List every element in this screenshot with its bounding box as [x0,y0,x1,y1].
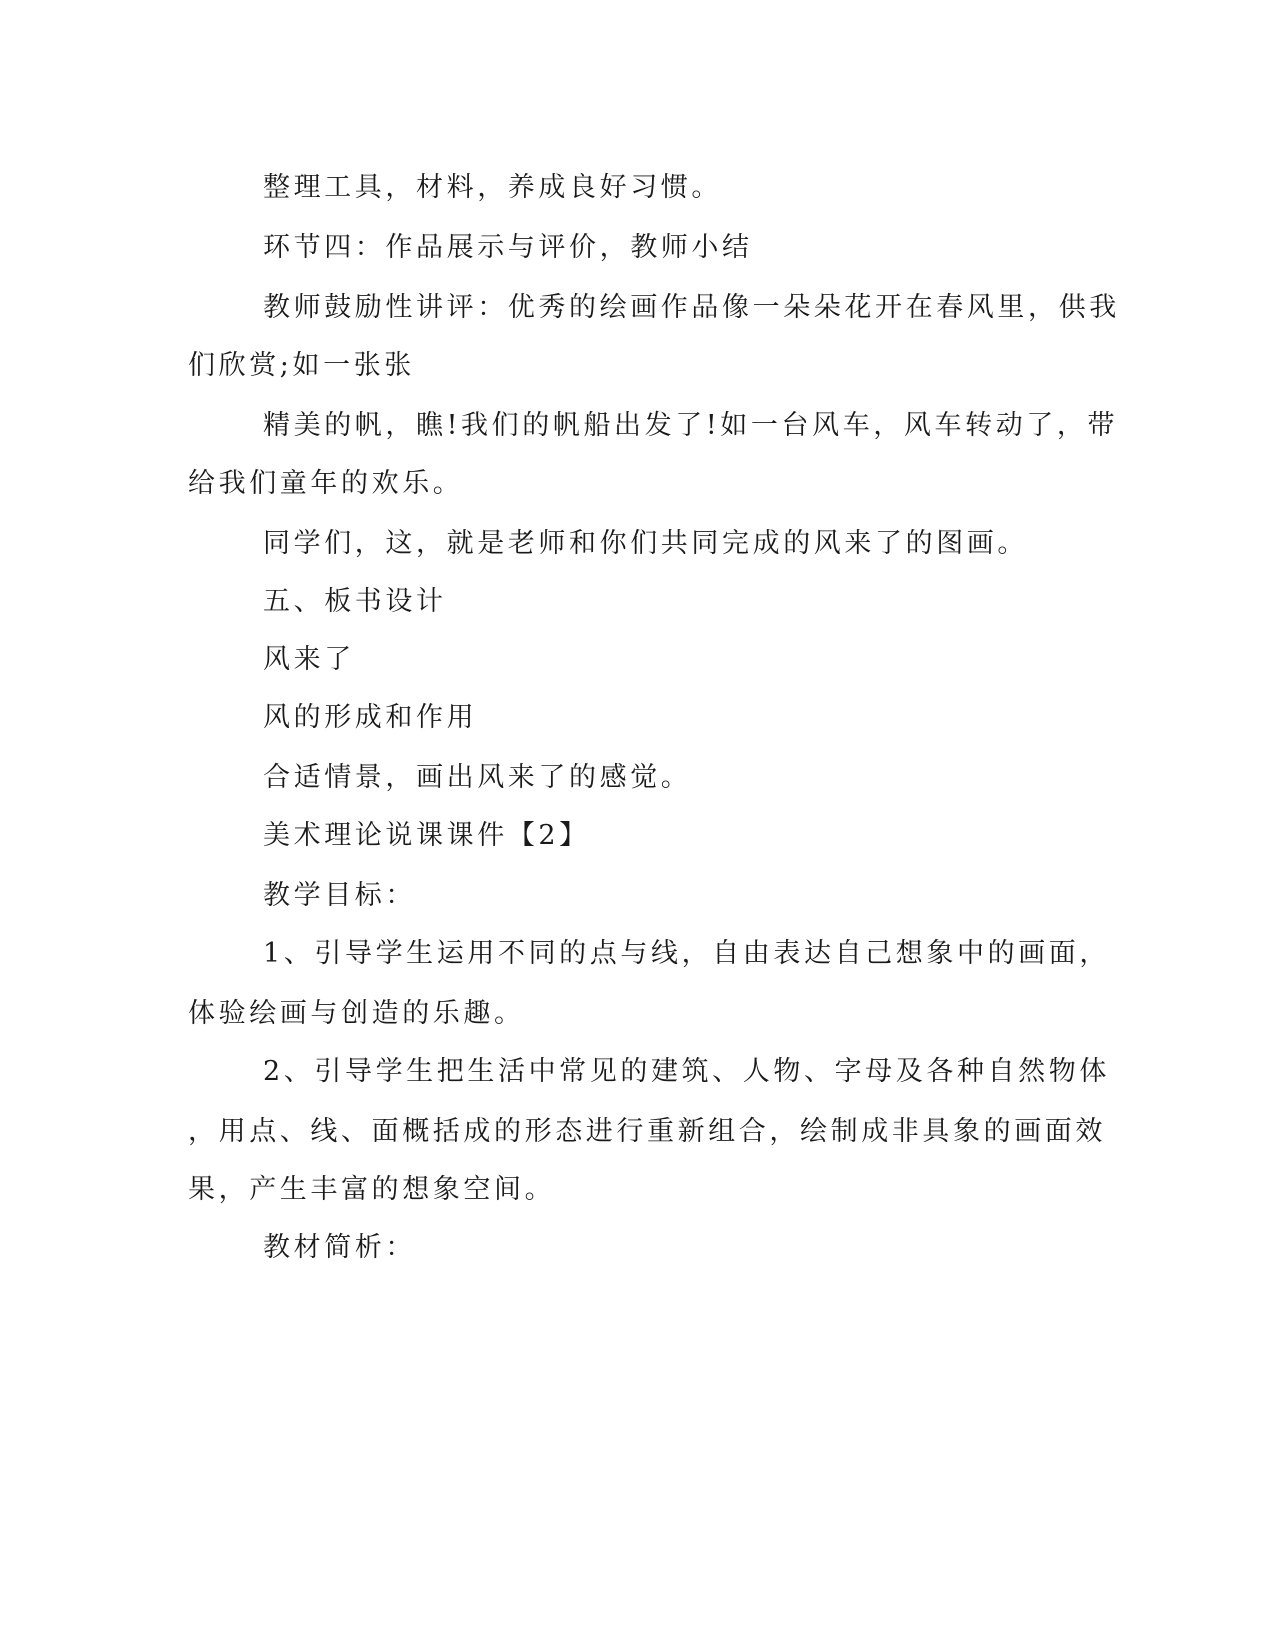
paragraph-line: 合适情景，画出风来了的感觉。 [263,762,692,793]
paragraph-line: 整理工具，材料，养成良好习惯。 [263,172,722,203]
paragraph-line: 风的形成和作用 [263,702,478,733]
paragraph-line: 同学们，这，就是老师和你们共同完成的风来了的图画。 [263,528,1028,559]
paragraph-line: 们欣赏;如一张张 [188,350,415,381]
paragraph-line: 果，产生丰富的想象空间。 [188,1174,556,1205]
paragraph-line: 体验绘画与创造的乐趣。 [188,998,525,1029]
section-heading: 五、板书设计 [263,586,447,617]
paragraph-line: 1、引导学生运用不同的点与线，自由表达自己想象中的画面， [263,938,1110,969]
section-heading: 环节四：作品展示与评价，教师小结 [263,232,753,263]
paragraph-line: 风来了 [263,644,355,675]
section-heading: 美术理论说课课件【2】 [263,820,590,851]
paragraph-line: 给我们童年的欢乐。 [188,468,464,499]
paragraph-line: 2、引导学生把生活中常见的建筑、人物、字母及各种自然物体 [263,1056,1110,1087]
section-heading: 教学目标： [263,880,416,911]
paragraph-line: 教师鼓励性讲评：优秀的绘画作品像一朵朵花开在春风里，供我 [263,292,1120,323]
paragraph-line: ，用点、线、面概括成的形态进行重新组合，绘制成非具象的画面效 [188,1116,1106,1147]
paragraph-line: 精美的帆，瞧!我们的帆船出发了!如一台风车，风车转动了，带 [263,410,1119,441]
section-heading: 教材简析： [263,1232,416,1263]
